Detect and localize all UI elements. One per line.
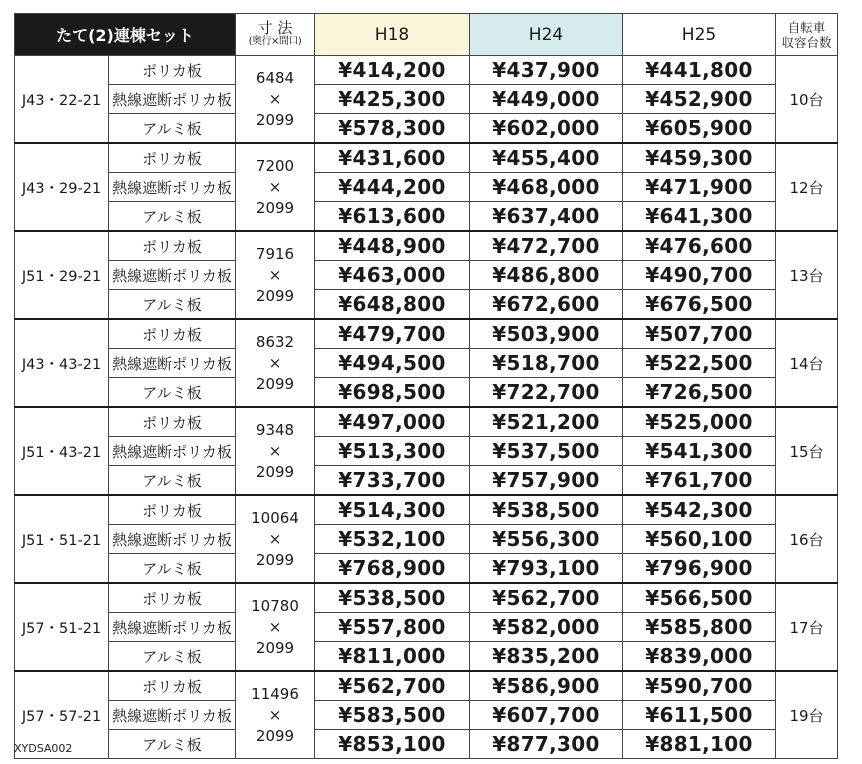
- price-cell: ¥431,600: [315, 143, 470, 173]
- dimension-width: 2099: [255, 638, 295, 657]
- price-cell: ¥796,900: [623, 554, 776, 584]
- model-code: J57・51-21: [15, 583, 109, 671]
- material-name: アルミ板: [109, 730, 236, 759]
- dimensions-cell: [236, 671, 315, 759]
- table-row: [15, 114, 838, 144]
- material-name: 熱線遮断ポリカ板: [109, 613, 236, 642]
- column-header-h18: H18: [315, 14, 470, 56]
- price-cell: ¥455,400: [470, 143, 623, 173]
- price-cell: ¥761,700: [623, 466, 776, 496]
- price-cell: ¥494,500: [315, 349, 470, 378]
- material-name: 熱線遮断ポリカ板: [109, 85, 236, 114]
- price-cell: ¥476,600: [623, 231, 776, 261]
- price-cell: ¥503,900: [470, 319, 623, 349]
- material-name: 熱線遮断ポリカ板: [109, 261, 236, 290]
- price-cell: ¥441,800: [623, 56, 776, 85]
- table-row: [15, 290, 838, 320]
- price-cell: ¥537,500: [470, 437, 623, 466]
- dimension-times: ×: [268, 265, 282, 284]
- dimension-depth: 6484: [255, 68, 295, 87]
- dimension-times: ×: [268, 89, 282, 108]
- price-table-body: [15, 56, 838, 759]
- column-header-h24: H24: [470, 14, 623, 56]
- material-name: アルミ板: [109, 378, 236, 408]
- price-cell: ¥676,500: [623, 290, 776, 320]
- dimension-width: 2099: [255, 374, 295, 393]
- price-cell: ¥437,900: [470, 56, 623, 85]
- price-cell: ¥607,700: [470, 701, 623, 730]
- price-cell: ¥613,600: [315, 202, 470, 232]
- dimension-width: 2099: [255, 198, 295, 217]
- price-cell: ¥497,000: [315, 407, 470, 437]
- dimensions-cell: [236, 56, 315, 144]
- price-cell: ¥637,400: [470, 202, 623, 232]
- price-cell: ¥538,500: [315, 583, 470, 613]
- capacity-cell: 14台: [776, 319, 838, 407]
- price-cell: ¥425,300: [315, 85, 470, 114]
- material-name: アルミ板: [109, 114, 236, 144]
- table-row: [15, 407, 838, 437]
- dimensions-cell: [236, 407, 315, 495]
- price-cell: ¥463,000: [315, 261, 470, 290]
- table-row: [15, 319, 838, 349]
- dimension-depth: 10780: [251, 596, 299, 615]
- dimensions-cell: [236, 583, 315, 671]
- price-cell: ¥611,500: [623, 701, 776, 730]
- table-row: [15, 642, 838, 672]
- price-cell: ¥468,000: [470, 173, 623, 202]
- material-name: 熱線遮断ポリカ板: [109, 173, 236, 202]
- price-cell: ¥556,300: [470, 525, 623, 554]
- price-cell: ¥853,100: [315, 730, 470, 759]
- price-cell: ¥602,000: [470, 114, 623, 144]
- dimension-depth: 7916: [255, 244, 295, 263]
- dimension-times: ×: [268, 441, 282, 460]
- table-row: [15, 671, 838, 701]
- price-cell: ¥793,100: [470, 554, 623, 584]
- dimensions-sublabel: (奥行×間口): [248, 35, 302, 47]
- dimension-width: 2099: [255, 726, 295, 745]
- price-cell: ¥757,900: [470, 466, 623, 496]
- model-code: J43・22-21: [15, 56, 109, 144]
- price-cell: ¥672,600: [470, 290, 623, 320]
- table-row: [15, 56, 838, 85]
- price-cell: ¥513,300: [315, 437, 470, 466]
- table-row: [15, 231, 838, 261]
- material-name: ポリカ板: [109, 56, 236, 85]
- material-name: アルミ板: [109, 642, 236, 672]
- table-row: [15, 261, 838, 290]
- table-row: [15, 495, 838, 525]
- table-title: たて(2)連棟セット: [15, 14, 236, 56]
- dimension-times: ×: [268, 353, 282, 372]
- table-row: [15, 437, 838, 466]
- price-table: [14, 13, 838, 759]
- price-cell: ¥541,300: [623, 437, 776, 466]
- price-cell: ¥648,800: [315, 290, 470, 320]
- capacity-label-line1: 自転車: [787, 19, 826, 35]
- price-cell: ¥562,700: [315, 671, 470, 701]
- dimension-width: 2099: [255, 110, 295, 129]
- price-cell: ¥722,700: [470, 378, 623, 408]
- material-name: 熱線遮断ポリカ板: [109, 349, 236, 378]
- price-cell: ¥582,000: [470, 613, 623, 642]
- dimensions-cell: [236, 231, 315, 319]
- material-name: 熱線遮断ポリカ板: [109, 525, 236, 554]
- model-code: J43・43-21: [15, 319, 109, 407]
- table-row: [15, 143, 838, 173]
- capacity-header: [776, 14, 838, 56]
- price-cell: ¥514,300: [315, 495, 470, 525]
- table-row: [15, 173, 838, 202]
- dimensions-cell: [236, 495, 315, 583]
- capacity-cell: 17台: [776, 583, 838, 671]
- price-cell: ¥472,700: [470, 231, 623, 261]
- price-cell: ¥726,500: [623, 378, 776, 408]
- material-name: 熱線遮断ポリカ板: [109, 437, 236, 466]
- table-row: [15, 466, 838, 496]
- model-code: J51・43-21: [15, 407, 109, 495]
- price-cell: ¥698,500: [315, 378, 470, 408]
- material-name: ポリカ板: [109, 583, 236, 613]
- price-cell: ¥542,300: [623, 495, 776, 525]
- price-cell: ¥835,200: [470, 642, 623, 672]
- capacity-label-line2: 収容台数: [781, 34, 832, 50]
- price-cell: ¥525,000: [623, 407, 776, 437]
- price-cell: ¥590,700: [623, 671, 776, 701]
- model-code: J43・29-21: [15, 143, 109, 231]
- dimension-depth: 9348: [255, 420, 295, 439]
- dimension-width: 2099: [255, 550, 295, 569]
- table-row: [15, 554, 838, 584]
- price-cell: ¥881,100: [623, 730, 776, 759]
- material-name: アルミ板: [109, 202, 236, 232]
- price-cell: ¥641,300: [623, 202, 776, 232]
- dimension-depth: 11496: [251, 684, 299, 703]
- price-cell: ¥877,300: [470, 730, 623, 759]
- price-cell: ¥479,700: [315, 319, 470, 349]
- dimensions-cell: [236, 143, 315, 231]
- capacity-cell: 12台: [776, 143, 838, 231]
- material-name: 熱線遮断ポリカ板: [109, 701, 236, 730]
- material-name: アルミ板: [109, 554, 236, 584]
- material-name: ポリカ板: [109, 143, 236, 173]
- price-cell: ¥518,700: [470, 349, 623, 378]
- capacity-cell: 13台: [776, 231, 838, 319]
- price-cell: ¥733,700: [315, 466, 470, 496]
- material-name: ポリカ板: [109, 407, 236, 437]
- price-cell: ¥538,500: [470, 495, 623, 525]
- dimension-width: 2099: [255, 462, 295, 481]
- model-code: J57・57-21: [15, 671, 109, 759]
- capacity-cell: 15台: [776, 407, 838, 495]
- column-header-h25: H25: [623, 14, 776, 56]
- footer-code: XYDSA002: [14, 742, 73, 755]
- price-cell: ¥507,700: [623, 319, 776, 349]
- price-cell: ¥768,900: [315, 554, 470, 584]
- dimension-depth: 8632: [255, 332, 295, 351]
- price-cell: ¥486,800: [470, 261, 623, 290]
- price-cell: ¥605,900: [623, 114, 776, 144]
- price-cell: ¥585,800: [623, 613, 776, 642]
- dimensions-label: 寸 法: [257, 18, 293, 37]
- table-row: [15, 730, 838, 759]
- table-row: [15, 701, 838, 730]
- price-cell: ¥414,200: [315, 56, 470, 85]
- price-cell: ¥490,700: [623, 261, 776, 290]
- material-name: ポリカ板: [109, 671, 236, 701]
- price-cell: ¥448,900: [315, 231, 470, 261]
- table-row: [15, 525, 838, 554]
- table-row: [15, 613, 838, 642]
- price-cell: ¥586,900: [470, 671, 623, 701]
- price-cell: ¥452,900: [623, 85, 776, 114]
- price-cell: ¥560,100: [623, 525, 776, 554]
- capacity-cell: 10台: [776, 56, 838, 144]
- header-row: [15, 14, 838, 56]
- table-row: [15, 378, 838, 408]
- dimension-times: ×: [268, 177, 282, 196]
- price-cell: ¥839,000: [623, 642, 776, 672]
- price-cell: ¥532,100: [315, 525, 470, 554]
- price-cell: ¥521,200: [470, 407, 623, 437]
- material-name: ポリカ板: [109, 231, 236, 261]
- price-cell: ¥583,500: [315, 701, 470, 730]
- price-cell: ¥459,300: [623, 143, 776, 173]
- dimension-times: ×: [268, 529, 282, 548]
- table-row: [15, 202, 838, 232]
- dimension-depth: 10064: [251, 508, 299, 527]
- price-cell: ¥522,500: [623, 349, 776, 378]
- dimension-times: ×: [268, 705, 282, 724]
- dimension-times: ×: [268, 617, 282, 636]
- table-row: [15, 85, 838, 114]
- table-row: [15, 349, 838, 378]
- material-name: ポリカ板: [109, 495, 236, 525]
- price-cell: ¥471,900: [623, 173, 776, 202]
- model-code: J51・51-21: [15, 495, 109, 583]
- price-cell: ¥449,000: [470, 85, 623, 114]
- material-name: アルミ板: [109, 466, 236, 496]
- price-cell: ¥811,000: [315, 642, 470, 672]
- capacity-cell: 19台: [776, 671, 838, 759]
- model-code: J51・29-21: [15, 231, 109, 319]
- price-cell: ¥444,200: [315, 173, 470, 202]
- price-cell: ¥557,800: [315, 613, 470, 642]
- price-cell: ¥562,700: [470, 583, 623, 613]
- dimension-depth: 7200: [255, 156, 295, 175]
- dimensions-cell: [236, 319, 315, 407]
- price-cell: ¥566,500: [623, 583, 776, 613]
- dimension-width: 2099: [255, 286, 295, 305]
- capacity-cell: 16台: [776, 495, 838, 583]
- dimensions-header: [236, 14, 315, 56]
- material-name: アルミ板: [109, 290, 236, 320]
- price-cell: ¥578,300: [315, 114, 470, 144]
- table-row: [15, 583, 838, 613]
- material-name: ポリカ板: [109, 319, 236, 349]
